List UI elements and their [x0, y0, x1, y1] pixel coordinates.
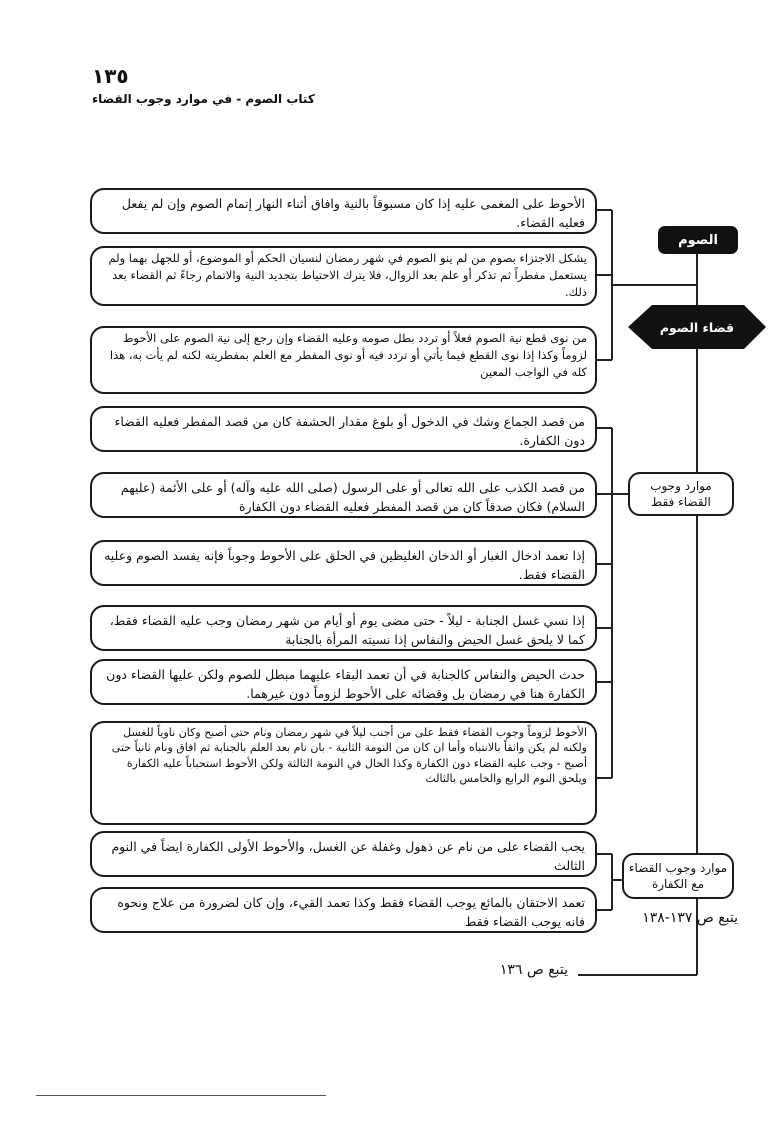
- item-box-11: تعمد الاحتقان بالمائع يوجب القضاء فقط وكذا تعمد القيء، وإن كان لضرورة من علاج ونحوه فانه يوجب القضاء فقط: [90, 887, 597, 933]
- item-box-6: إذا تعمد ادخال الغبار أو الدخان الغليظين في الحلق على الأحوط وجوباً فإنه يفسد الصوم وعليه القضاء فقط.: [90, 540, 597, 586]
- root-node: الصوم: [658, 226, 738, 254]
- page-number: ١٣٥: [92, 64, 129, 88]
- category-qadha-kaffara: موارد وجوب القضاء مع الكفارة: [622, 853, 734, 899]
- section-node-label: قضاء الصوم: [659, 319, 735, 335]
- item-box-9: الأحوط لزوماً وجوب القضاء فقط على من أجنب ليلاً في شهر رمضان ونام حتى أصبح وكان ناوياً للغسل ولكنه لم يكن واثقاً بالانتباه وأما ان كان من النومة الثانية - بان نام بعد العلم بالجنابة ثم افاق ونام ثانياً حتى أصبح - وجب عليه القضاء دون الكفارة وكذا الحال في النومة الثالثة ولكن الأحوط استحباباً عليه الكفارة ويلحق النوم الرابع والخامس بالثالث: [90, 721, 597, 825]
- item-box-8: حدث الحيض والنفاس كالجنابة في أن تعمد البقاء عليهما مبطل للصوم ولكن عليها القضاء دون الكفارة هنا في رمضان بل وقضائه على الأحوط لزوماً دون غيرهما.: [90, 659, 597, 705]
- item-box-7: إذا نسي غسل الجنابة - ليلاً - حتى مضى يوم أو أيام من شهر رمضان وجب عليه القضاء فقط، كما لا يلحق غسل الحيض والنفاس إذا نسيته المرأة بالجنابة: [90, 605, 597, 651]
- item-box-2: يشكل الاجتزاء بصوم من لم ينو الصوم في شهر رمضان لنسيان الحكم أو الموضوع، أو للجهل بهما ولم يستعمل مفطراً ثم تذكر أو علم بعد الزوال، فلا يترك الاحتياط بتجديد النية والاتمام رجاءً ثم القضاء بعد ذلك.: [90, 246, 597, 306]
- footer-rule: [36, 1095, 326, 1096]
- item-box-10: يجب القضاء على من نام عن ذهول وغفلة عن الغسل، والأحوط الأولى الكفارة ايضاً في النوم الثالث: [90, 831, 597, 877]
- continue-note-right: يتبع ص ١٣٧-١٣٨: [642, 910, 738, 926]
- book-title: كتاب الصوم - في موارد وجوب القضاء: [92, 92, 315, 106]
- category-qadha-only: موارد وجوب القضاء فقط: [628, 472, 734, 516]
- item-box-4: من قصد الجماع وشك في الدخول أو بلوغ مقدار الحشفة كان من قصد المفطر فعليه القضاء دون الكفارة.: [90, 406, 597, 452]
- item-box-1: الأحوط على المغمى عليه إذا كان مسبوقاً بالنية وافاق أثناء النهار إتمام الصوم وإن لم يفعل فعليه القضاء.: [90, 188, 597, 234]
- item-box-3: من نوى قطع نية الصوم فعلاً أو تردد بطل صومه وعليه القضاء وإن رجع إلى نية الصوم على الأحوط لزوماً وكذا إذا نوى القطع فيما يأتي أو تردد فيه أو نوى المفطر مع العلم بمفطريته لكنه لم يأت به، هذا كله في الواجب المعين: [90, 326, 597, 394]
- continue-note-bottom: يتبع ص ١٣٦: [499, 962, 568, 978]
- item-box-5: من قصد الكذب على الله تعالى أو على الرسول (صلى الله عليه وآله) أو على الأئمة (عليهم السلام) فكان صدقاً كان من قصد المفطر فعليه القضاء دون الكفارة: [90, 472, 597, 518]
